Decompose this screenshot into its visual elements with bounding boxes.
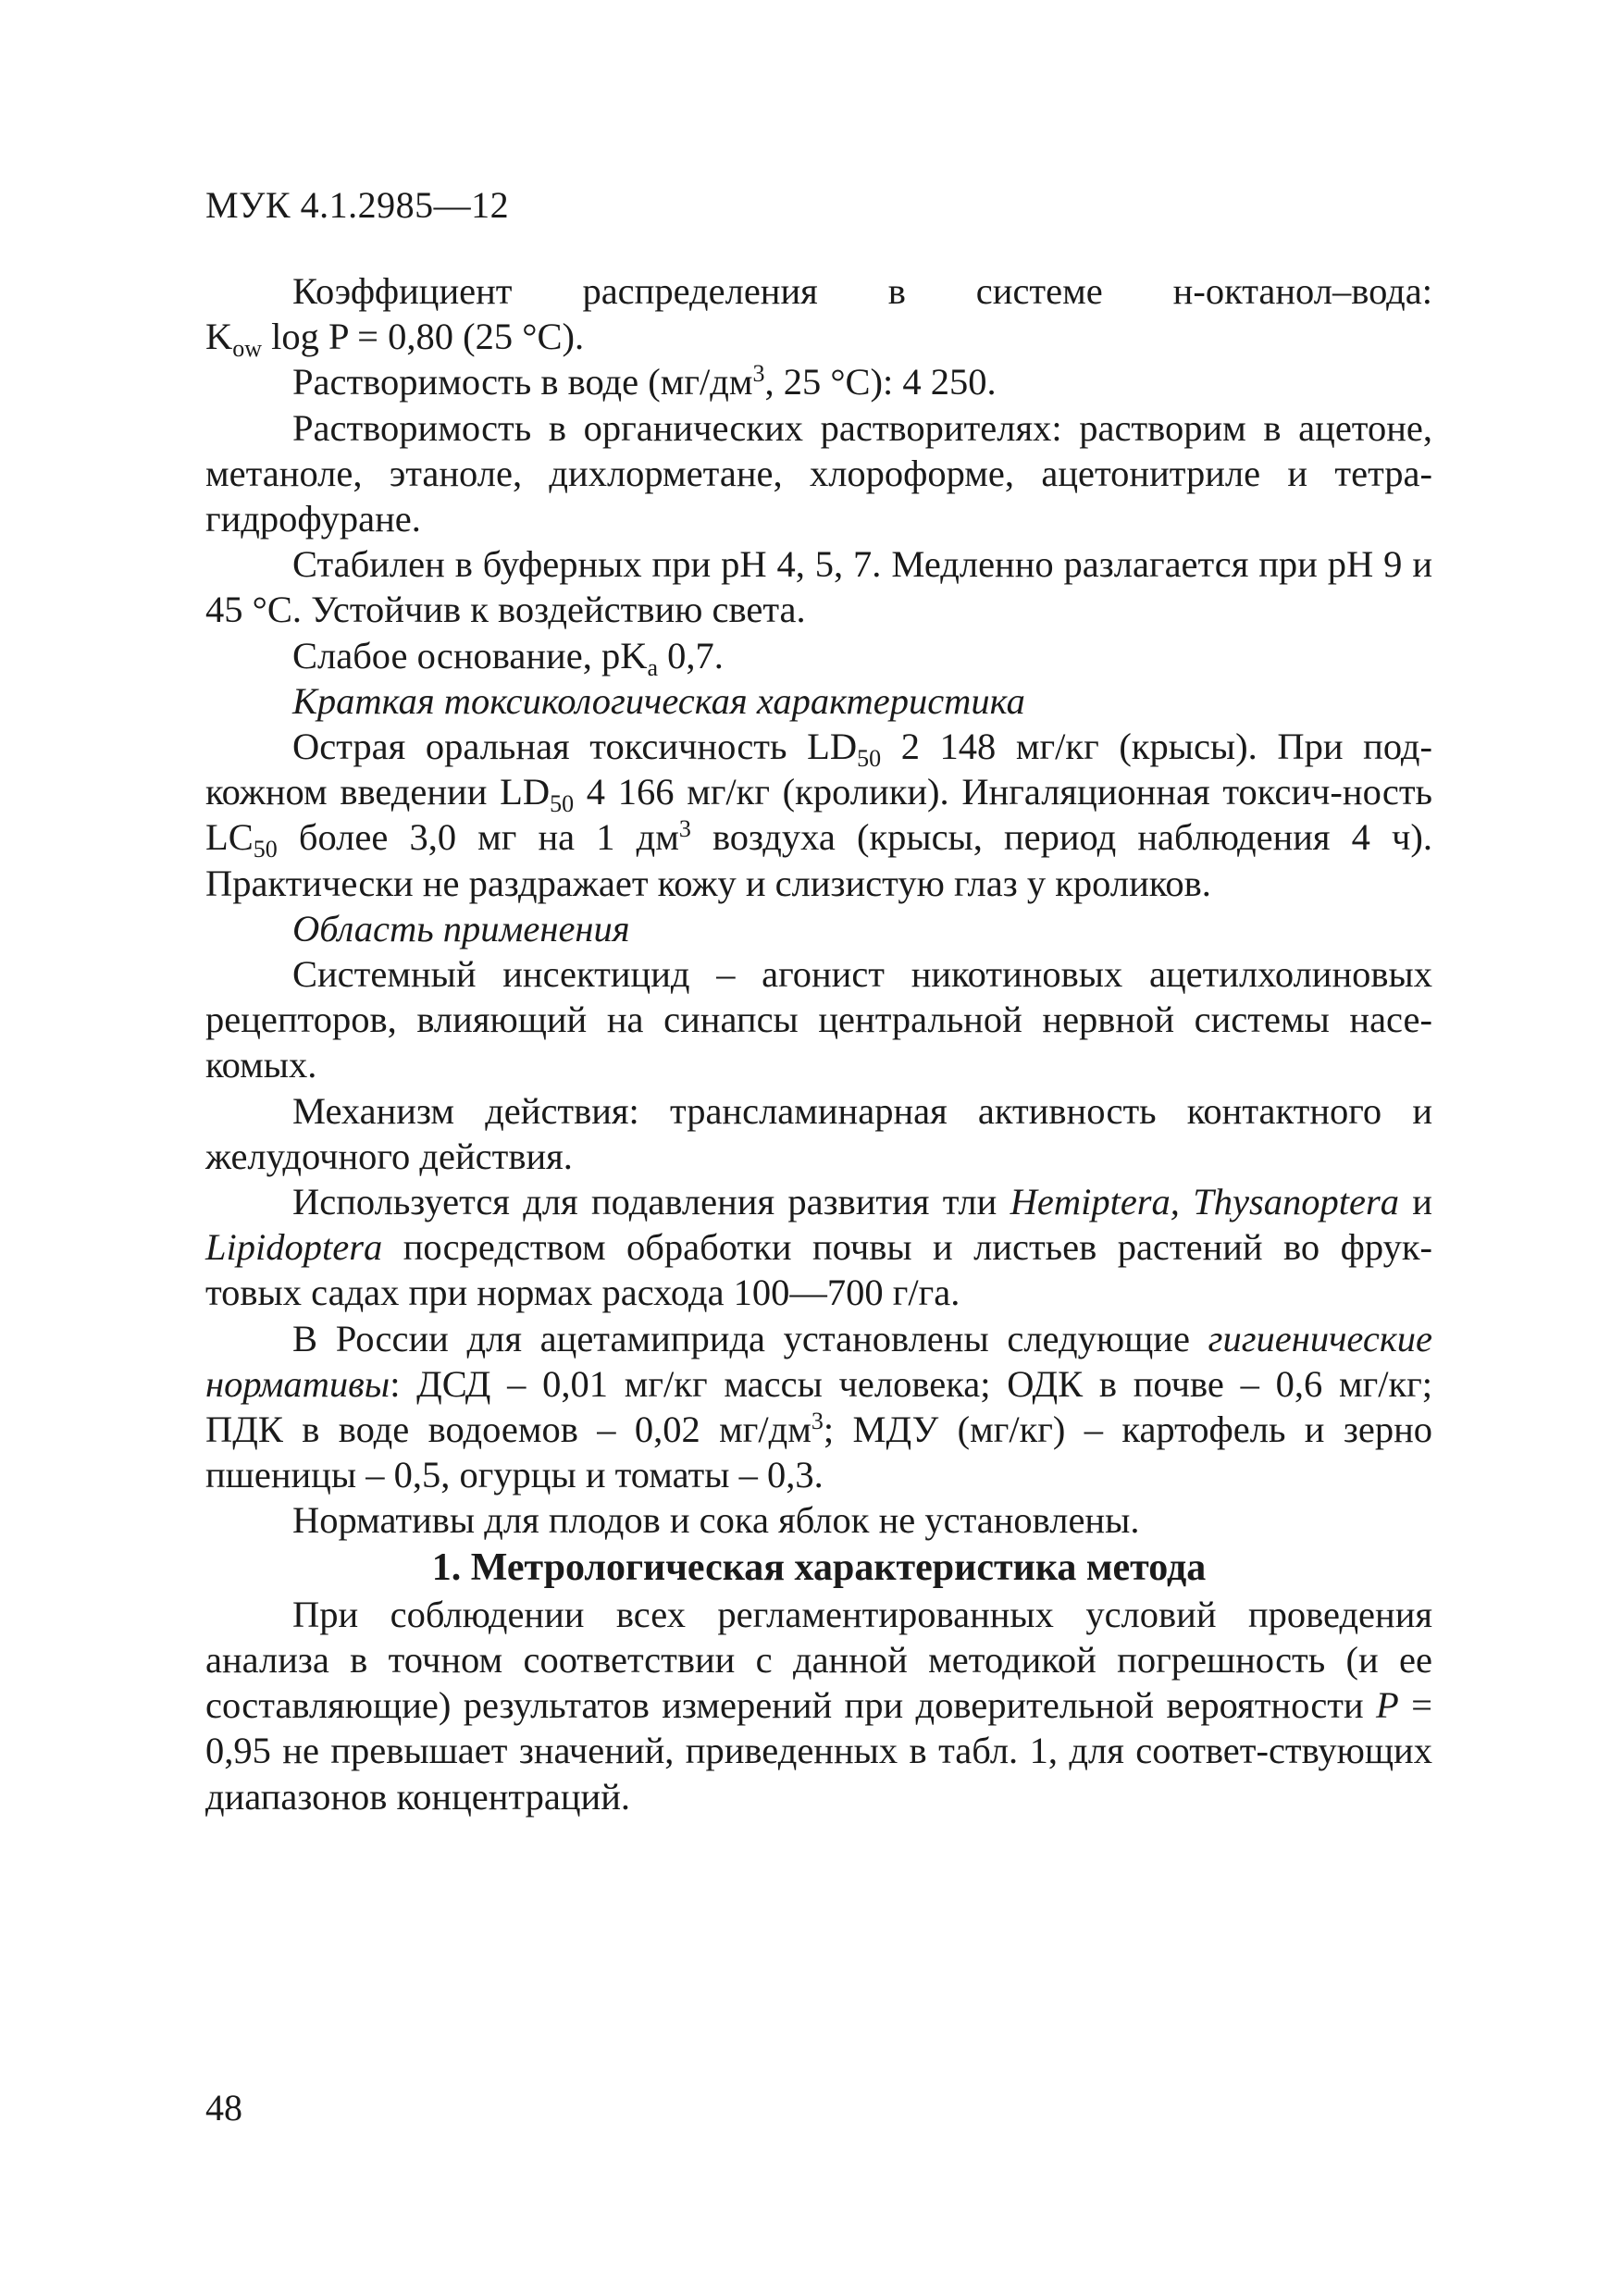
text-run: более 3,0 мг на 1 дм — [277, 816, 679, 859]
subscript: 50 — [253, 836, 278, 863]
text-run: 2 148 мг/кг (крысы). При под-кожном введении LD — [205, 726, 1432, 813]
text-run: ; МДУ (мг/кг) – картофель и зерно пшеницы – 0,5, огурцы и томаты – 0,3. — [205, 1409, 1432, 1496]
text-run: воздуха (крысы, период наблюдения 4 ч). Практически не раздражает кожу и слизистую глаз у кроликов. — [205, 816, 1432, 904]
page-number: 48 — [205, 2087, 242, 2128]
italic-text: P — [1376, 1684, 1399, 1727]
paragraph-systemic-insecticide: Системный инсектицид – агонист никотиновых ацетилхолиновых рецепторов, влияющий на синапсы центральной нервной системы насе-комых. — [205, 953, 1432, 1086]
paragraph-weak-base — [205, 633, 1432, 681]
subscript: 50 — [550, 790, 575, 818]
section-title: 1. Метрологическая характеристика метода — [431, 1545, 1207, 1589]
superscript: 3 — [811, 1408, 824, 1435]
subscript: 50 — [857, 745, 882, 773]
italic-text: Hemiptera, Thysanoptera — [1010, 1181, 1399, 1223]
text-run: При соблюдении всех регламентированных условий проведения анализа в точном соответствии с данной методикой погрешность (и ее составляющие) результатов измерений при доверительной вероятности — [205, 1593, 1432, 1727]
subheading-toxicology: Краткая токсикологическая характеристика — [292, 679, 1025, 722]
text-run: Растворимость в воде (мг/дм — [292, 361, 753, 403]
paragraph-partition-coefficient — [205, 268, 1432, 314]
paragraph-stability: Стабилен в буферных при pH 4, 5, 7. Медленно разлагается при pH 9 и 45 °C. Устойчив к воздействию света. — [205, 543, 1432, 631]
text-run: = 0,95 не превышает значений, приведенных в табл. 1, для соответ-ствующих диапазонов концентраций. — [205, 1684, 1432, 1818]
paragraph-partition-value — [205, 314, 1432, 363]
text-run: и — [1399, 1181, 1432, 1223]
paragraph-norms-not-set: Нормативы для плодов и сока яблок не установлены. — [292, 1499, 1140, 1542]
paragraph-water-solubility — [205, 359, 1432, 404]
text-run: log P = 0,80 (25 °C). — [262, 316, 585, 358]
document-body — [205, 268, 1432, 1819]
paragraph-usage — [205, 1179, 1432, 1316]
paragraph-hygienic-norms — [205, 1316, 1432, 1498]
text-run: посредством обработки почвы и листьев растений во фрук-товых садах при нормах расхода 100—700 г/га. — [205, 1226, 1432, 1314]
text-run: Используется для подавления развития тли — [292, 1181, 1010, 1223]
text-run: 4 166 мг/кг (кролики). Ингаляционная токсич-ность LC — [205, 771, 1432, 859]
text-run: : ДСД – 0,01 мг/кг массы человека; ОДК в почве – 0,6 мг/кг; ПДК в воде водоемов – 0,02 мг/дм — [205, 1362, 1432, 1451]
paragraph-toxicity — [205, 724, 1432, 906]
italic-text: Lipidoptera — [205, 1226, 383, 1269]
text-run: , 25 °C): 4 250. — [764, 361, 997, 403]
text-run: Острая оральная токсичность LD — [292, 726, 858, 768]
paragraph-mechanism: Механизм действия: трансламинарная активность контактного и желудочного действия. — [205, 1089, 1432, 1177]
italic-text: гигиенические нормативы — [205, 1317, 1432, 1405]
superscript: 3 — [678, 815, 691, 843]
text-run: 0,7. — [658, 634, 724, 676]
paragraph-metrology — [205, 1592, 1432, 1819]
subscript: ow — [232, 335, 263, 363]
text-run: Слабое основание, pK — [292, 634, 648, 676]
document-code-header: МУК 4.1.2985—12 — [205, 184, 510, 226]
text-run: Коэффициент распределения в системе н-октанол–вода: — [292, 270, 1432, 312]
subscript: a — [647, 653, 658, 681]
subheading-application: Область применения — [292, 907, 630, 949]
text-run: В России для ацетамиприда установлены следующие — [292, 1317, 1208, 1359]
superscript: 3 — [752, 360, 765, 388]
text-run: K — [205, 316, 233, 358]
paragraph-organic-solubility: Растворимость в органических растворителях: растворим в ацетоне, метаноле, этаноле, дихлорметане, хлороформе, ацетонитриле и тетра-гидрофуране. — [205, 406, 1432, 540]
